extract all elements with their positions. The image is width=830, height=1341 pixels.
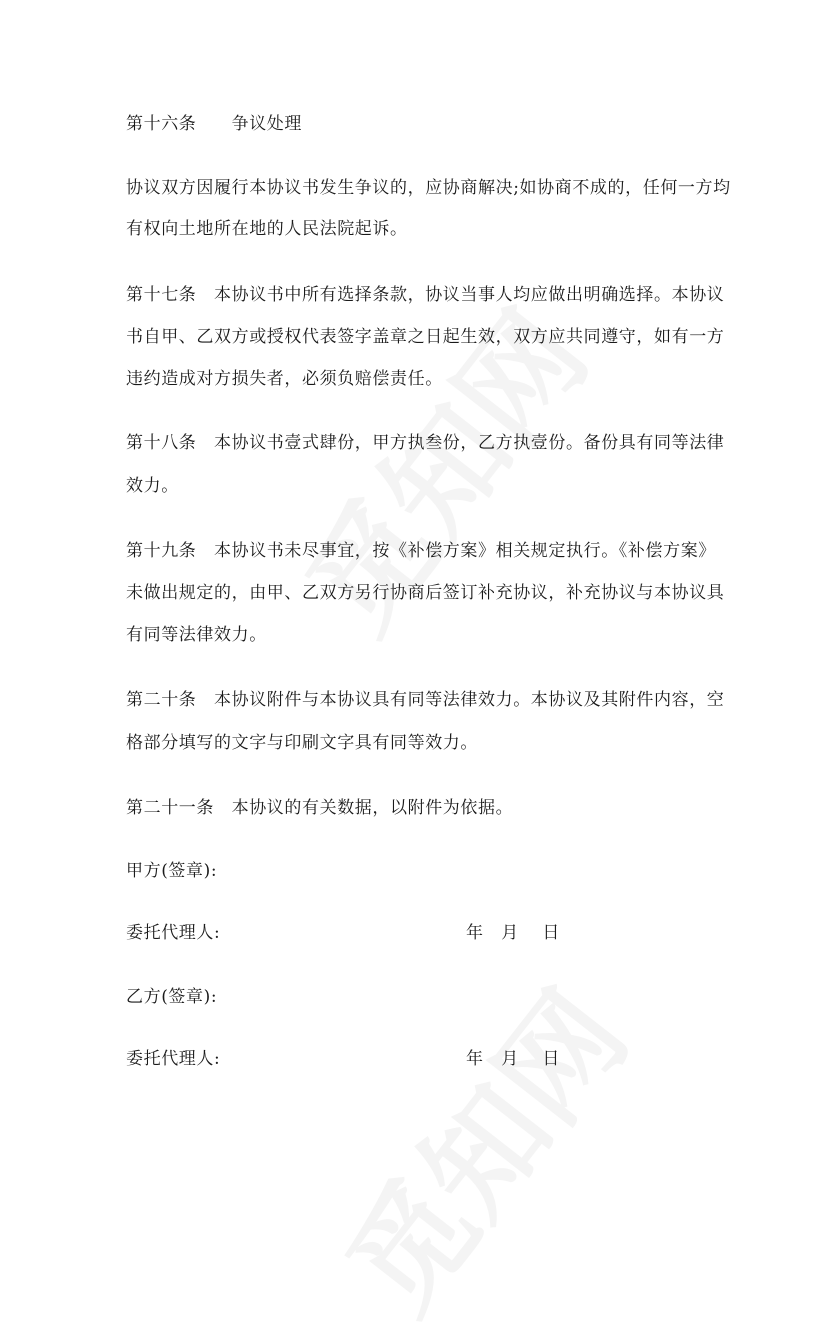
article-17-line-2: 违约造成对方损失者，必须负赔偿责任。 — [126, 369, 443, 389]
article-19-line-0: 第十九条 本协议书未尽事宜，按《补偿方案》相关规定执行。《补偿方案》 — [126, 541, 716, 561]
article-17-line-0: 第十七条 本协议书中所有选择条款，协议当事人均应做出明确选择。本协议 — [126, 285, 725, 305]
party-b-signature-label: 乙方(签章): — [126, 987, 218, 1007]
date-b-label: 年 月 日 — [466, 1049, 561, 1069]
article-18-line-1: 效力。 — [126, 476, 179, 496]
watermark-bottom — [301, 951, 658, 1341]
date-a-label: 年 月 日 — [466, 923, 561, 943]
article-20-line-1: 格部分填写的文字与印刷文字具有同等效力。 — [126, 733, 478, 753]
article-21-line-0: 第二十一条 本协议的有关数据，以附件为依据。 — [126, 798, 514, 818]
article-17-line-1: 书自甲、乙双方或授权代表签字盖章之日起生效，双方应共同遵守，如有一方 — [126, 327, 725, 347]
article-16-title: 第十六条 争议处理 — [126, 114, 302, 134]
agent-a-label: 委托代理人: — [126, 923, 221, 943]
article-19-line-1: 未做出规定的，由甲、乙双方另行协商后签订补充协议，补充协议与本协议具 — [126, 583, 725, 603]
article-16-line-1: 协议双方因履行本协议书发生争议的，应协商解决;如协商不成的，任何一方均 — [126, 178, 731, 198]
article-16-line-2: 有权向土地所在地的人民法院起诉。 — [126, 219, 408, 239]
article-19-line-2: 有同等法律效力。 — [126, 625, 267, 645]
article-20-line-0: 第二十条 本协议附件与本协议具有同等法律效力。本协议及其附件内容，空 — [126, 690, 725, 710]
article-18-line-0: 第十八条 本协议书壹式肆份，甲方执叁份，乙方执壹份。备份具有同等法律 — [126, 433, 725, 453]
agent-b-label: 委托代理人: — [126, 1049, 221, 1069]
party-a-signature-label: 甲方(签章): — [126, 861, 218, 881]
